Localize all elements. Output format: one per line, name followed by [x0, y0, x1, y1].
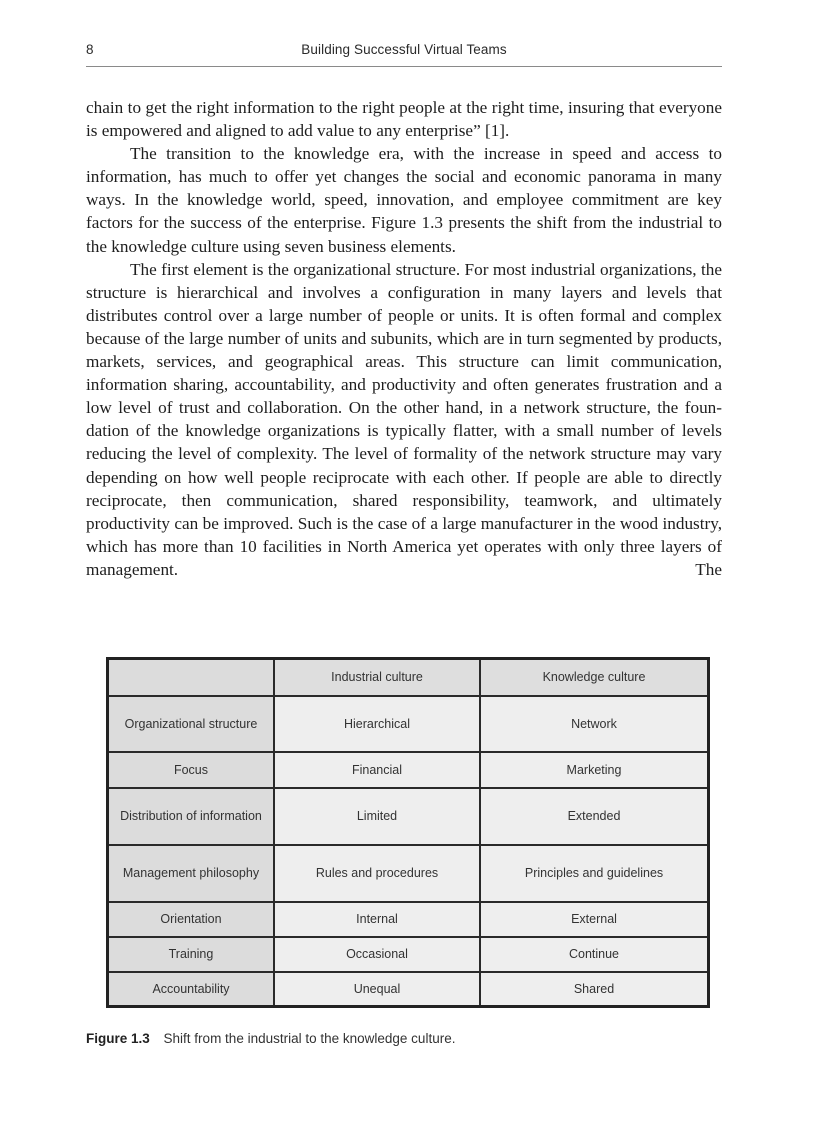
culture-comparison-table: [106, 657, 710, 1008]
row-label: Training: [108, 937, 275, 972]
industrial-value: Occasional: [274, 937, 480, 972]
figure-caption-text: Shift from the industrial to the knowledge culture.: [163, 1031, 456, 1046]
row-label: Management philosophy: [108, 845, 275, 902]
knowledge-value: Marketing: [480, 752, 709, 788]
table-row: [108, 937, 709, 972]
table-row: [108, 902, 709, 937]
table-row: [108, 845, 709, 902]
page-number: 8: [86, 42, 94, 57]
table-header-industrial: Industrial culture: [274, 659, 480, 696]
paragraph-knowledge-era: The transition to the knowledge era, with the increase in speed and access to information, has much to offer yet changes the social and economic panorama in many ways. In the knowledge world, speed, innovation, and employee commitment are key factors for the success of the enterprise. Figure 1.3 presents the shift from the industrial to the knowledge culture using seven business elements.: [86, 144, 722, 256]
book-title: Building Successful Virtual Teams: [301, 42, 507, 57]
table-row: [108, 752, 709, 788]
body-text: [86, 96, 722, 581]
industrial-value: Internal: [274, 902, 480, 937]
industrial-value: Limited: [274, 788, 480, 845]
table-header-row: [108, 659, 709, 696]
figure-number: Figure 1.3: [86, 1031, 150, 1046]
table-row: [108, 696, 709, 752]
industrial-value: Rules and procedures: [274, 845, 480, 902]
row-label: Orientation: [108, 902, 275, 937]
table-row: [108, 972, 709, 1007]
industrial-value: Hierarchical: [274, 696, 480, 752]
row-label: Distribution of information: [108, 788, 275, 845]
running-head: [86, 38, 722, 67]
knowledge-value: Principles and guidelines: [480, 845, 709, 902]
knowledge-value: Shared: [480, 972, 709, 1007]
industrial-value: Financial: [274, 752, 480, 788]
knowledge-value: Continue: [480, 937, 709, 972]
row-label: Focus: [108, 752, 275, 788]
paragraph-continuation: chain to get the right information to the right people at the right time, insuring that everyone is empowered and aligned to add value to any enterprise” [1].: [86, 98, 722, 141]
figure-caption: [86, 1031, 455, 1046]
row-label: Accountability: [108, 972, 275, 1007]
industrial-value: Unequal: [274, 972, 480, 1007]
knowledge-value: External: [480, 902, 709, 937]
paragraph-organizational-structure: The first element is the organizational structure. For most industrial organizations, the structure is hierarchical and involves a configuration in many layers and levels that distributes control over a large number of people or units. It is often formal and complex because of the large number of units and subunits, which are in turn segmented by products, markets, services, and geographical areas. This structure can limit communication, information sharing, accountability, and productivity and often generates frustration and a low level of trust and collaboration. On the other hand, in a network structure, the foundation of the knowledge organizations is typically flatter, with a small number of levels reducing the level of complexity. The level of formality of the network structure may vary depending on how well people reciprocate with each other. If people are able to directly reciprocate, then communication, shared responsibility, teamwork, and ultimately productivity can be improved. Such is the case of a large manufacturer in the wood industry, which has more than 10 facilities in North America yet operates with only three layers of management. The: [86, 259, 722, 579]
table-header-knowledge: Knowledge culture: [480, 659, 709, 696]
row-label: Organizational structure: [108, 696, 275, 752]
table-row: [108, 788, 709, 845]
knowledge-value: Network: [480, 696, 709, 752]
table-header-empty: [108, 659, 275, 696]
knowledge-value: Extended: [480, 788, 709, 845]
